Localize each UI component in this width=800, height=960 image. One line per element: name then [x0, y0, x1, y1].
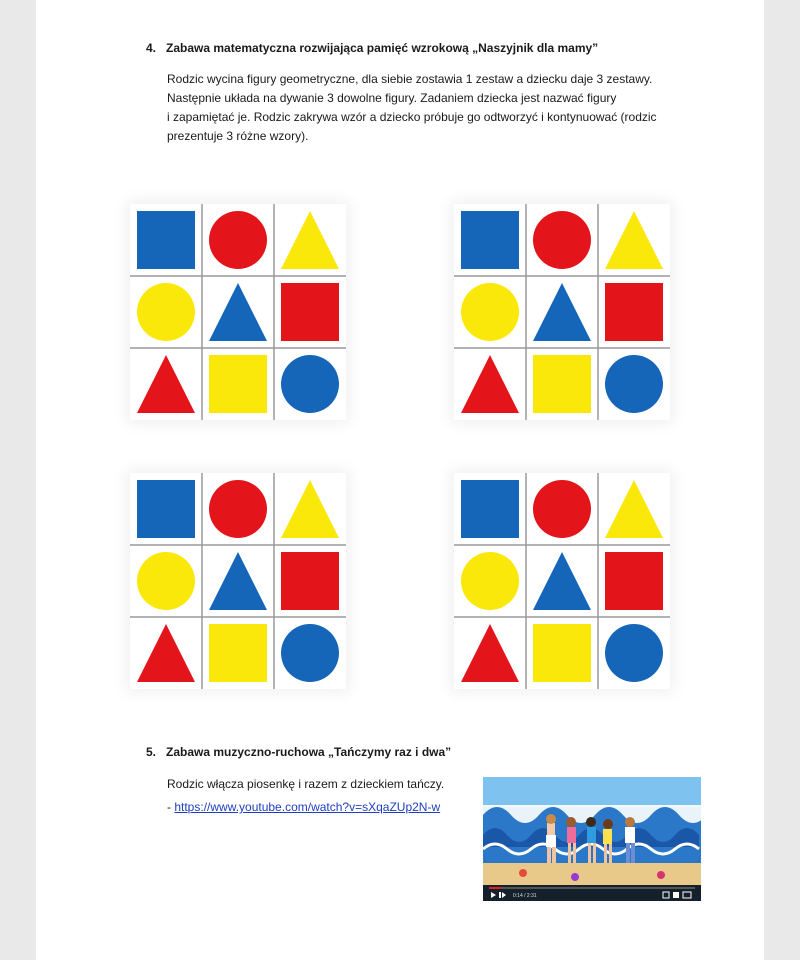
blue-circle [281, 624, 339, 682]
red-circle [533, 211, 591, 269]
section-4-title: Zabawa matematyczna rozwijająca pamięć wzrokową „Naszyjnik dla mamy” [166, 41, 599, 55]
shape-set-card-4 [454, 473, 670, 689]
yellow-square [533, 624, 591, 682]
video-time: 0:14 / 2:31 [513, 893, 537, 899]
yellow-square [209, 624, 267, 682]
video-thumbnail[interactable] [483, 777, 701, 901]
red-circle [209, 211, 267, 269]
section-4-line: prezentuje 3 różne wzory). [167, 129, 309, 143]
blue-square [461, 480, 519, 538]
link-prefix: - [167, 800, 175, 814]
blue-square [137, 211, 195, 269]
yellow-square [209, 355, 267, 413]
yellow-square [533, 355, 591, 413]
blue-triangle [533, 552, 591, 610]
red-square [605, 283, 663, 341]
section-4-heading [146, 41, 598, 55]
red-square [281, 552, 339, 610]
red-circle [209, 480, 267, 538]
blue-triangle [209, 283, 267, 341]
red-circle [533, 480, 591, 538]
red-triangle [137, 624, 195, 682]
section-5-heading [146, 745, 451, 759]
shape-set-card-3 [130, 473, 346, 689]
section-5-number: 5. [146, 745, 157, 759]
section-4-paragraph [167, 70, 687, 146]
blue-square [461, 211, 519, 269]
blue-circle [281, 355, 339, 413]
yellow-triangle [281, 480, 339, 538]
section-4-line: i zapamiętać je. Rodzic zakrywa wzór a dziecko próbuje go odtworzyć i kontynuować (rodzic [167, 110, 657, 124]
section-4-line: Rodzic wycina figury geometryczne, dla siebie zostawia 1 zestaw a dziecku daje 3 zestawy. [167, 72, 653, 86]
yellow-circle [461, 552, 519, 610]
yellow-circle [137, 552, 195, 610]
video-scene [483, 777, 701, 901]
blue-circle [605, 355, 663, 413]
shape-set-card-2 [454, 204, 670, 420]
section-5-line: Rodzic włącza piosenkę i razem z dzieckiem tańczy. [167, 777, 445, 791]
yellow-triangle [605, 211, 663, 269]
blue-triangle [533, 283, 591, 341]
section-5-title: Zabawa muzyczno-ruchowa „Tańczymy raz i dwa” [166, 745, 452, 759]
section-4-number: 4. [146, 41, 157, 55]
yellow-triangle [605, 480, 663, 538]
red-triangle [137, 355, 195, 413]
youtube-link[interactable]: https://www.youtube.com/watch?v=sXqaZUp2N-w [174, 800, 441, 814]
yellow-circle [137, 283, 195, 341]
red-triangle [461, 355, 519, 413]
yellow-circle [461, 283, 519, 341]
blue-square [137, 480, 195, 538]
section-4-line: Następnie układa na dywanie 3 dowolne figury. Zadaniem dziecka jest nazwać figury [167, 91, 617, 105]
shape-set-card-1 [130, 204, 346, 420]
yellow-triangle [281, 211, 339, 269]
red-square [281, 283, 339, 341]
red-triangle [461, 624, 519, 682]
blue-triangle [209, 552, 267, 610]
red-square [605, 552, 663, 610]
blue-circle [605, 624, 663, 682]
